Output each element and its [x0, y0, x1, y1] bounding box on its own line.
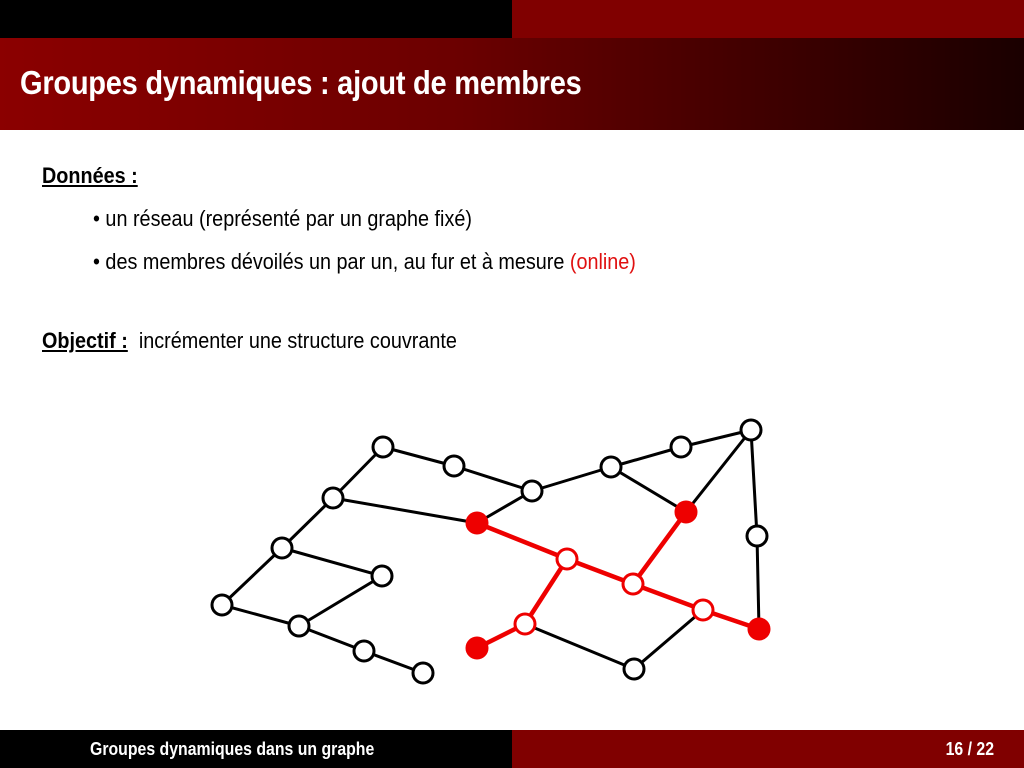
graph-node — [522, 481, 542, 501]
graph-edge — [525, 624, 634, 669]
objectif-heading: Objectif : — [42, 328, 128, 353]
graph-node — [444, 456, 464, 476]
bullet-members-text: • des membres dévoilés un par un, au fur et à mesure — [93, 249, 570, 274]
graph-edge — [611, 467, 686, 512]
member-node — [749, 619, 769, 639]
graph-node — [601, 457, 621, 477]
member-node — [676, 502, 696, 522]
graph-edge — [222, 605, 299, 626]
bullet-network: • un réseau (représenté par un graphe fixé) — [93, 206, 472, 231]
graph-edge — [282, 548, 382, 576]
graph-edge — [333, 498, 477, 523]
tree-edge — [633, 512, 686, 584]
objectif-text: incrémenter une structure couvrante — [138, 328, 457, 353]
footer-right — [512, 730, 1024, 768]
online-highlight: (online) — [569, 249, 636, 274]
tree-edge — [477, 523, 567, 559]
tree-edge — [525, 559, 567, 624]
steiner-node — [623, 574, 643, 594]
member-node — [467, 638, 487, 658]
graph-node — [624, 659, 644, 679]
page-indicator: 16 / 22 — [945, 739, 994, 759]
graph-edge — [751, 430, 757, 536]
graph-node — [413, 663, 433, 683]
steiner-node — [557, 549, 577, 569]
footer-bar — [0, 730, 1024, 768]
graph-edge — [634, 610, 703, 669]
footer-left — [0, 730, 512, 768]
graph-node — [212, 595, 232, 615]
graph-node — [671, 437, 691, 457]
graph-node — [372, 566, 392, 586]
steiner-node — [515, 614, 535, 634]
graph-node — [741, 420, 761, 440]
graph-node — [289, 616, 309, 636]
graph-node — [747, 526, 767, 546]
steiner-node — [693, 600, 713, 620]
graph-node — [354, 641, 374, 661]
graph-edge — [757, 536, 759, 629]
graph-node — [373, 437, 393, 457]
member-node — [467, 513, 487, 533]
graph-node — [323, 488, 343, 508]
graph-edge — [299, 576, 382, 626]
graph-edge — [222, 548, 282, 605]
slide-title: Groupes dynamiques : ajout de membres — [20, 64, 582, 101]
footer-title: Groupes dynamiques dans un graphe — [90, 739, 375, 759]
graph-edge — [454, 466, 532, 491]
donnees-heading: Données : — [42, 163, 138, 188]
graph-node — [272, 538, 292, 558]
graph-edge — [532, 467, 611, 491]
